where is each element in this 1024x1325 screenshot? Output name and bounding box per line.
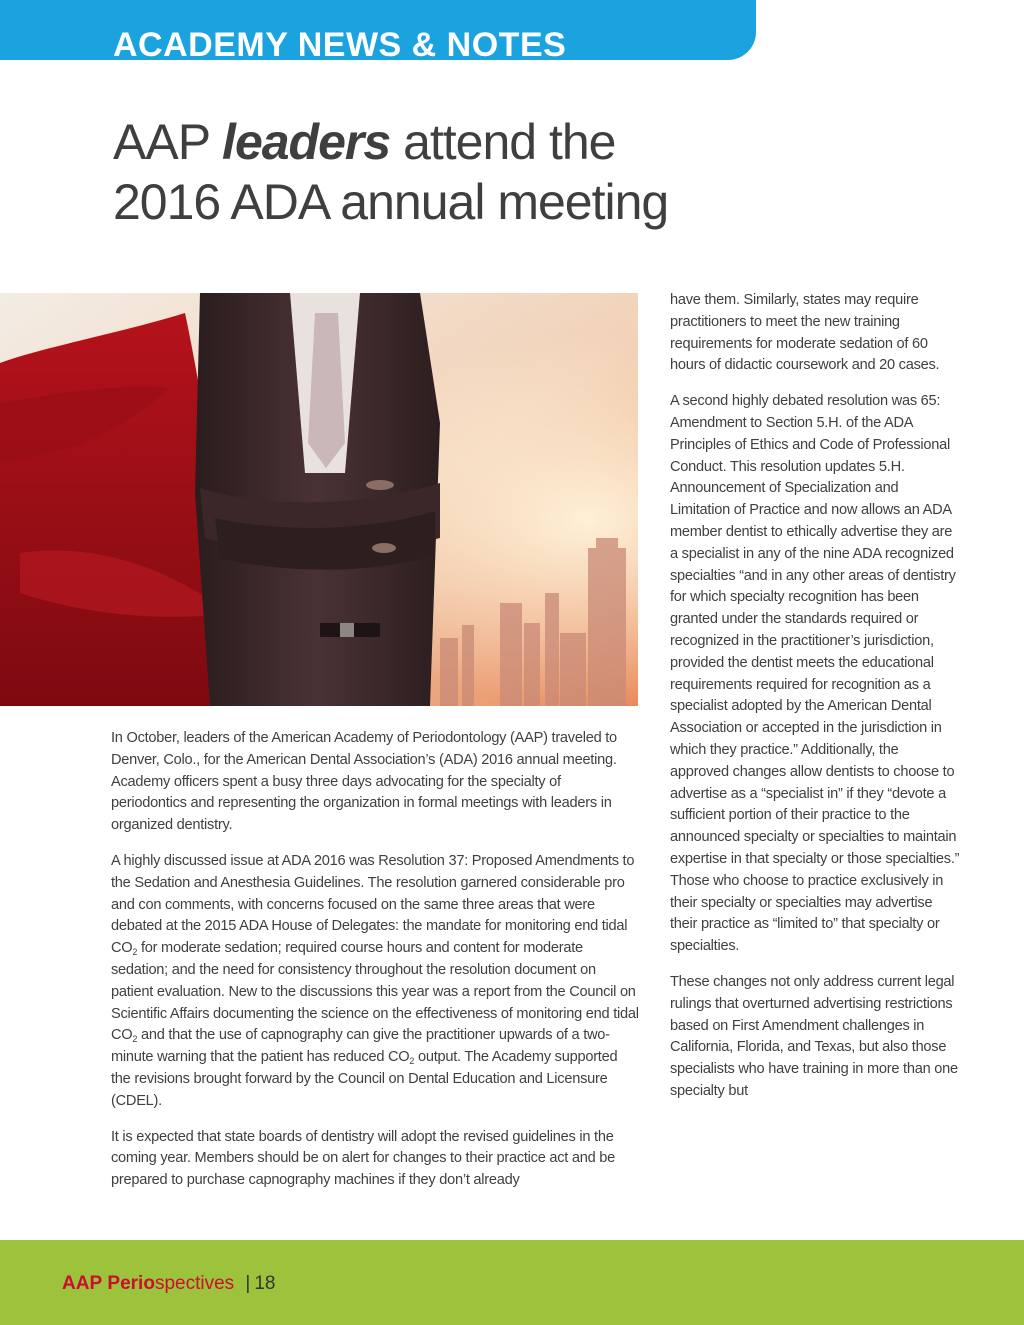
headline-line-2: 2016 ADA annual meeting — [113, 174, 669, 230]
page-number: 18 — [254, 1273, 276, 1294]
footer-perio: Perio — [107, 1273, 155, 1294]
paragraph: These changes not only address current legal rulings that overturned advertising restrictions based on First Amendment challenges in California, Florida, and Texas, but also those specialists who have training in more than one specialty but — [670, 973, 958, 1099]
paragraph-fragment: output. The Academy supported the revisions brought forward by the Council on Dental Education and Licensure (CDEL). — [111, 1049, 618, 1109]
paragraph-resolution-65: A second highly debated resolution was 65: Amendment to Section 5.H. of the ADA Principles of Ethics and Code of Professional Conduct. This resolution updates 5.H. Announcement of Specialization and Limitation of Practice and now allows an ADA member dentist to ethically advertise they are a specialist in any of the nine ADA recognized specialties “and in any other areas of dentistry for which specialty recognition has been granted under the standards required or recognized in the practitioner’s jurisdiction, provided the dentist meets the educational requirements required for recognition as a specialist adopted by the American Dental Association or accepted in the jurisdiction in which they practice.” Additionally, the approved changes allow dentists to choose to advertise as a “specialist in” if they “devote a sufficient portion of their practice to the announced specialty or specialties to maintain expertise in that specialty or those specialties.” Those who choose to practice exclusively in their specialty or specialties may advertise their practice as “limited to” that specialty or specialties. — [670, 393, 960, 955]
footer-publication — [62, 1273, 276, 1295]
footer-brand: AAP — [62, 1273, 103, 1294]
paragraph: It is expected that state boards of dentistry will adopt the revised guidelines in the coming year. Members should be on alert for changes to their practice act and be prepared to purchase capnography machines if they don’t already — [111, 1128, 616, 1189]
subscript-2: 2 — [132, 947, 138, 958]
paragraph: have them. Similarly, states may require practitioners to meet the new training requirements for moderate sedation of 60 hours of didactic coursework and 20 cases. — [670, 292, 940, 374]
right-column — [670, 290, 960, 1117]
headline-line-1 — [113, 112, 668, 172]
headline-part2: attend the — [390, 114, 616, 170]
article-headline — [113, 112, 668, 232]
subscript-2: 2 — [132, 1034, 138, 1045]
paragraph-fragment: for moderate sedation; required course hours and content for moderate sedation; and the need for consistency throughout the resolution document on patient evaluation. New to the discussions this year was a report from the Council on Scientific Affairs documenting the science on the effectiveness of monitoring end tidal CO — [111, 940, 639, 1044]
paragraph-fragment: A highly discussed issue at ADA 2016 was Resolution 37: Proposed Amendments to the Sedation and Anesthesia Guidelines. The resolution garnered considerable pro and con comments, with concerns focused on the same three areas that were debated at the 2015 ADA House of Delegates: the mandate for monitoring end tidal CO — [111, 852, 635, 957]
headline-part1: AAP — [113, 114, 223, 170]
businessman-with-red-cape-photo — [0, 293, 638, 706]
paragraph: In October, leaders of the American Academy of Periodontology (AAP) traveled to Denver, Colo., for the American Dental Association’s (ADA) 2016 annual meeting. Academy officers spent a busy three days advocating for the specialty of periodontics and representing the organization in formal meetings with leaders in organized dentistry. — [111, 730, 617, 834]
paragraph-fragment: and that the use of capnography can give the practitioner upwards of a two-minute warning that the patient has reduced CO — [111, 1027, 610, 1066]
paragraph-resolution-37 — [111, 851, 639, 1113]
footer-separator: | — [245, 1273, 251, 1294]
section-label: ACADEMY NEWS & NOTES — [113, 28, 567, 60]
headline-emphasis: leaders — [222, 114, 391, 170]
footer-spectives: spectives — [154, 1273, 235, 1294]
subscript-2: 2 — [409, 1056, 415, 1067]
left-column — [111, 728, 639, 1206]
